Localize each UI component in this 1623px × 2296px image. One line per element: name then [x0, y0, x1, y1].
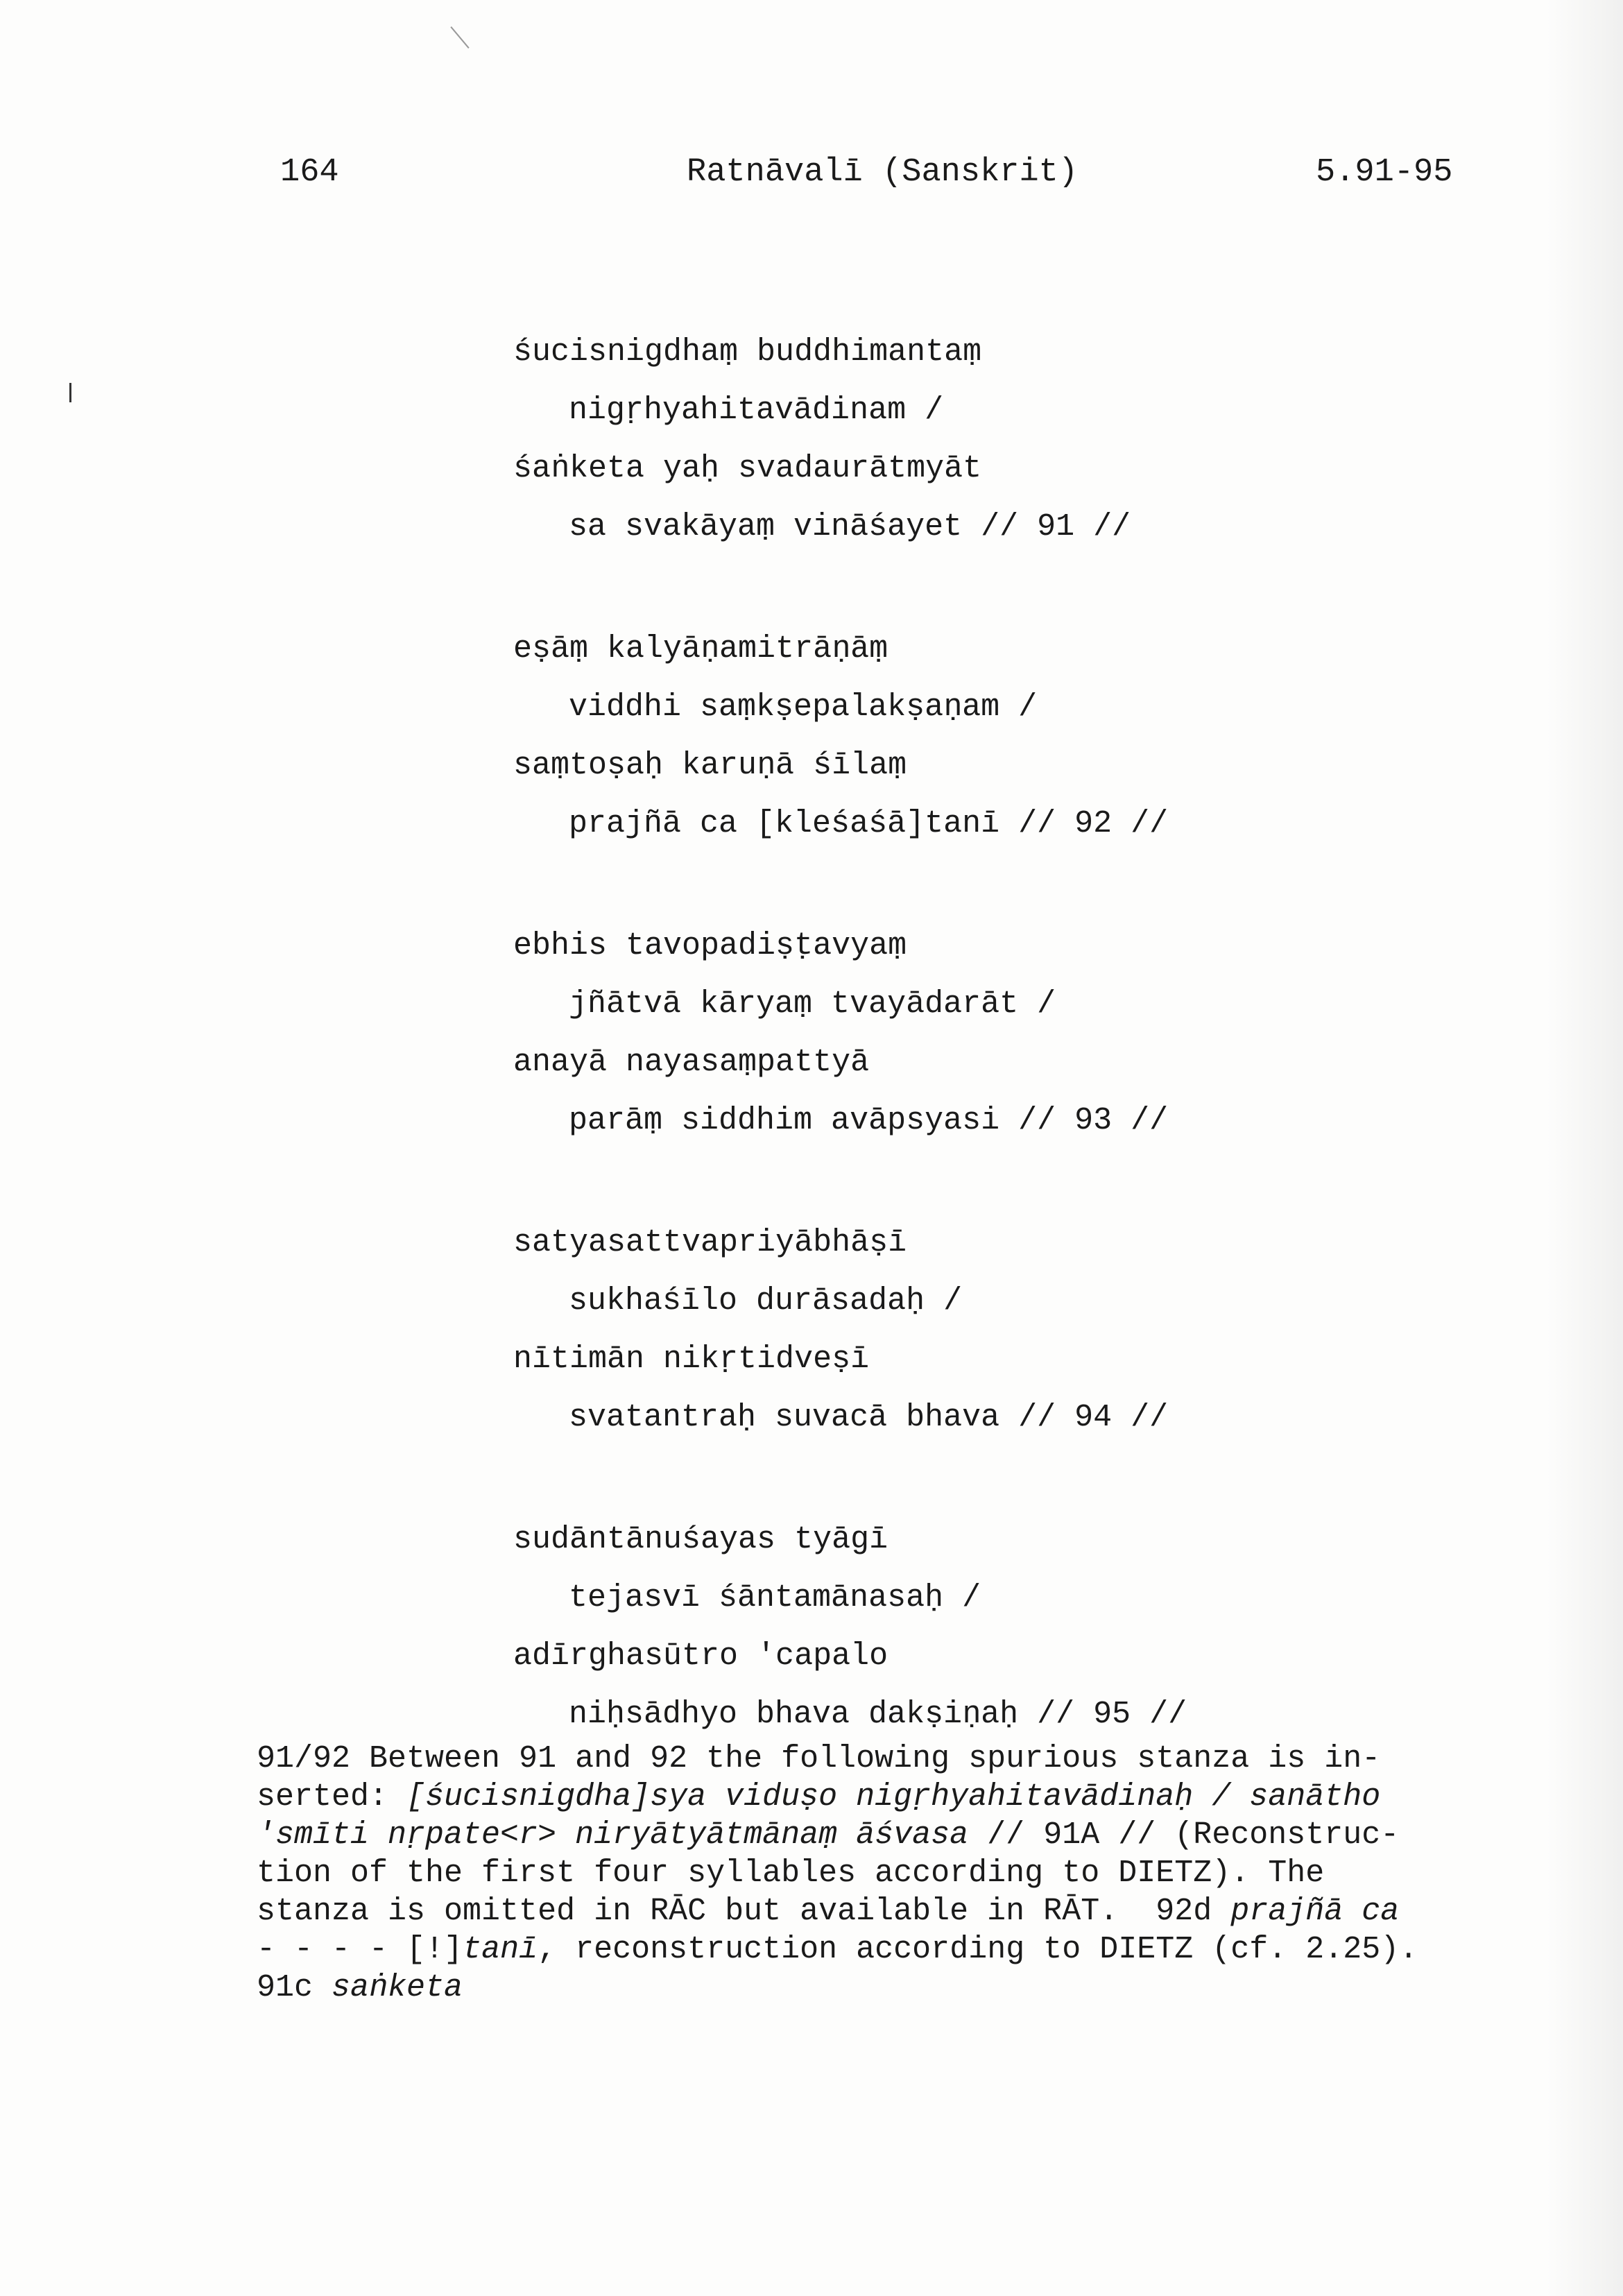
page-header [0, 154, 1623, 196]
note-text: stanza is omitted in RĀC but available in RĀT. 92d [257, 1894, 1231, 1929]
verse-range: 5.91-95 [1316, 154, 1453, 191]
page-number: 164 [280, 154, 339, 191]
stanza-91 [513, 323, 1346, 556]
note-italic-text: prajñā ca [1230, 1894, 1400, 1929]
stanza-line: nigṛhyahitavādinam / [569, 393, 944, 428]
critical-apparatus [257, 1740, 1477, 2007]
stray-mark [450, 26, 469, 49]
stanza-line: prajñā ca [kleśaśā]tanī // 92 // [569, 806, 1169, 841]
note-text: - - - - [!] [257, 1932, 463, 1967]
stanza-line: ebhis tavopadiṣṭavyaṃ [513, 928, 907, 963]
note-line [257, 1930, 1477, 1969]
note-line [257, 1740, 1477, 1778]
stanza-line: sa svakāyaṃ vināśayet // 91 // [569, 509, 1131, 545]
note-line [257, 1854, 1477, 1892]
stanza-95 [513, 1511, 1346, 1744]
stanza-line: anayā nayasaṃpattyā [513, 1045, 870, 1080]
margin-mark [69, 383, 71, 402]
note-text: 91c [257, 1970, 332, 2005]
running-title: Ratnāvalī (Sanskrit) [687, 154, 1079, 191]
stanza-line: parāṃ siddhim avāpsyasi // 93 // [569, 1103, 1169, 1138]
stanza-line: tejasvī śāntamānasaḥ / [569, 1580, 981, 1616]
note-line [257, 1892, 1477, 1930]
stanza-92 [513, 620, 1346, 853]
stanza-line: jñātvā kāryaṃ tvayādarāt / [569, 986, 1056, 1022]
page-edge-shadow [1547, 0, 1623, 2296]
stanza-list [513, 323, 1346, 1808]
note-text: tion of the first four syllables according to DIETZ). The [257, 1856, 1325, 1891]
stanza-93 [513, 917, 1346, 1150]
stanza-line: sudāntānuśayas tyāgī [513, 1522, 888, 1557]
note-line [257, 1969, 1477, 2007]
note-italic-text: tanī [463, 1932, 538, 1967]
note-text: , reconstruction according to DIETZ (cf. 2.25). [538, 1932, 1418, 1967]
stanza-line: śaṅketa yaḥ svadaurātmyāt [513, 451, 982, 486]
note-italic-text: 'smīti nṛpate<r> niryātyātmānaṃ āśvasa [257, 1817, 969, 1853]
stanza-line: viddhi saṃkṣepalakṣaṇam / [569, 689, 1038, 725]
note-text: 91/92 Between 91 and 92 the following spurious stanza is in- [257, 1741, 1381, 1776]
note-text: serted: [257, 1779, 407, 1815]
stanza-line: eṣāṃ kalyāṇamitrāṇāṃ [513, 631, 888, 667]
note-italic-text: saṅketa [332, 1970, 463, 2005]
stanza-line: śucisnigdhaṃ buddhimantaṃ [513, 334, 982, 370]
note-line [257, 1816, 1477, 1854]
note-line [257, 1778, 1477, 1816]
stanza-line: niḥsādhyo bhava dakṣiṇaḥ // 95 // [569, 1697, 1187, 1732]
stanza-line: nītimān nikṛtidveṣī [513, 1342, 870, 1377]
note-italic-text: [śucisnigdha]sya viduṣo nigṛhyahitavādinaḥ / sanātho [406, 1779, 1381, 1815]
stanza-94 [513, 1214, 1346, 1447]
stanza-line: adīrghasūtro 'capalo [513, 1638, 888, 1674]
note-text: // 91A // (Reconstruc- [968, 1817, 1400, 1853]
stanza-line: satyasattvapriyābhāṣī [513, 1225, 907, 1260]
stanza-line: svatantraḥ suvacā bhava // 94 // [569, 1400, 1169, 1435]
stanza-line: sukhaśīlo durāsadaḥ / [569, 1283, 963, 1319]
stanza-line: saṃtoṣaḥ karuṇā śīlaṃ [513, 748, 907, 783]
